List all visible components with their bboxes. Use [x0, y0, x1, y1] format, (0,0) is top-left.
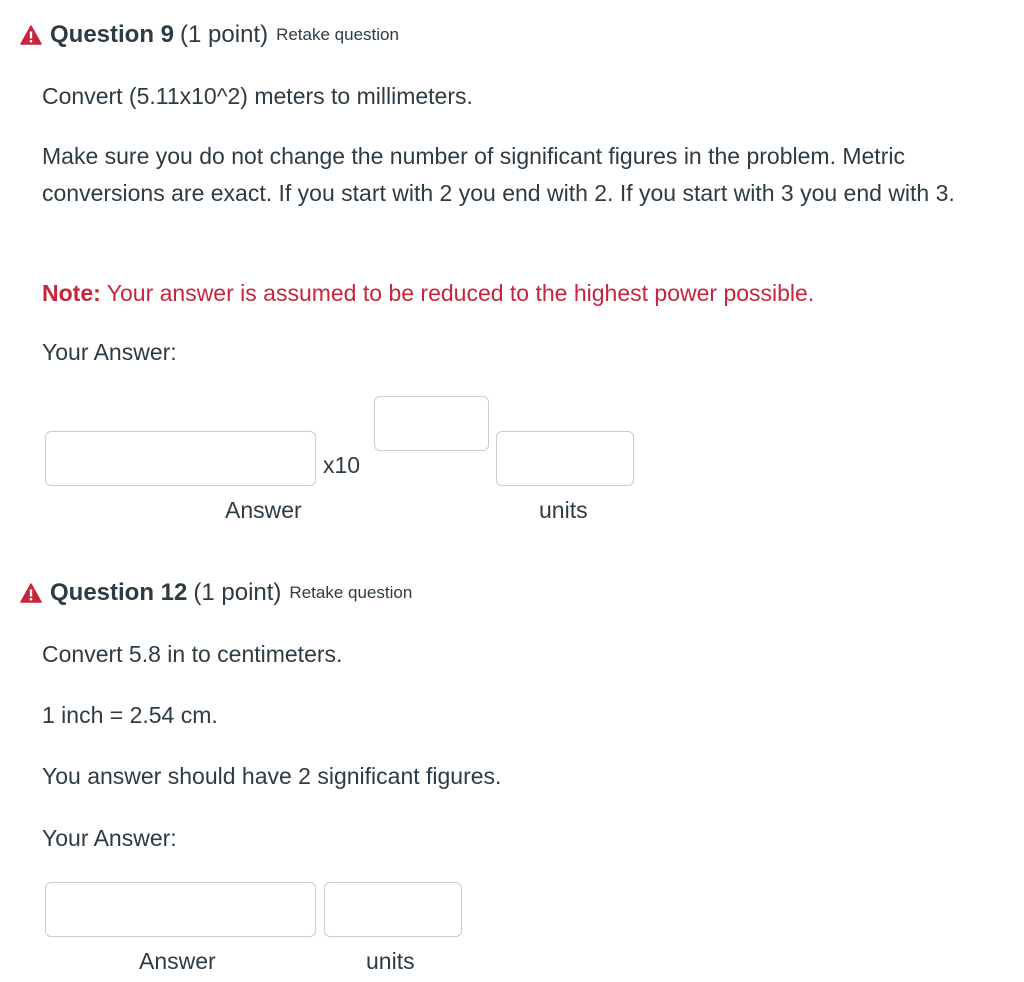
- question-12-your-answer: Your Answer:: [42, 825, 177, 851]
- question-12-units-label: units: [366, 948, 415, 974]
- question-12-points: (1 point): [193, 579, 282, 606]
- question-9-header: [20, 20, 399, 50]
- question-9-instructions: Make sure you do not change the number of significant figures in the problem. Metric conversions are exact. If you start with 2 you end with 2. If you start with 3 you end with 3.: [42, 143, 955, 206]
- question-12-retake-link[interactable]: Retake question: [289, 583, 413, 602]
- warning-icon: [20, 25, 42, 45]
- question-9-retake-link[interactable]: Retake question: [276, 25, 399, 44]
- question-9-points: (1 point): [180, 21, 269, 48]
- question-12-answer-input[interactable]: [45, 882, 316, 937]
- question-9-note: [42, 275, 992, 312]
- question-12-sigfigs: You answer should have 2 significant figures.: [42, 763, 502, 789]
- question-9-title: Question 9: [50, 21, 175, 48]
- question-12-units-input[interactable]: [324, 882, 462, 937]
- question-12-conversion: 1 inch = 2.54 cm.: [42, 702, 218, 728]
- question-9-answer-input[interactable]: [45, 431, 316, 486]
- question-9-exponent-input[interactable]: [374, 396, 489, 451]
- question-12-title: Question 12: [50, 579, 188, 606]
- question-9-units-label: units: [539, 497, 588, 523]
- question-12-header: [20, 578, 412, 608]
- question-9-your-answer: Your Answer:: [42, 339, 177, 365]
- question-9-units-input[interactable]: [496, 431, 634, 486]
- question-9-note-label: Note:: [42, 280, 101, 306]
- warning-icon: [20, 583, 42, 603]
- times-ten-label: x10: [323, 452, 361, 478]
- question-9-answer-label: Answer: [225, 497, 302, 523]
- question-12-answer-label: Answer: [139, 948, 216, 974]
- question-9-prompt: Convert (5.11x10^2) meters to millimeters.: [42, 83, 473, 109]
- question-9-note-text: Your answer is assumed to be reduced to the highest power possible.: [100, 280, 815, 306]
- question-12-prompt: Convert 5.8 in to centimeters.: [42, 641, 343, 667]
